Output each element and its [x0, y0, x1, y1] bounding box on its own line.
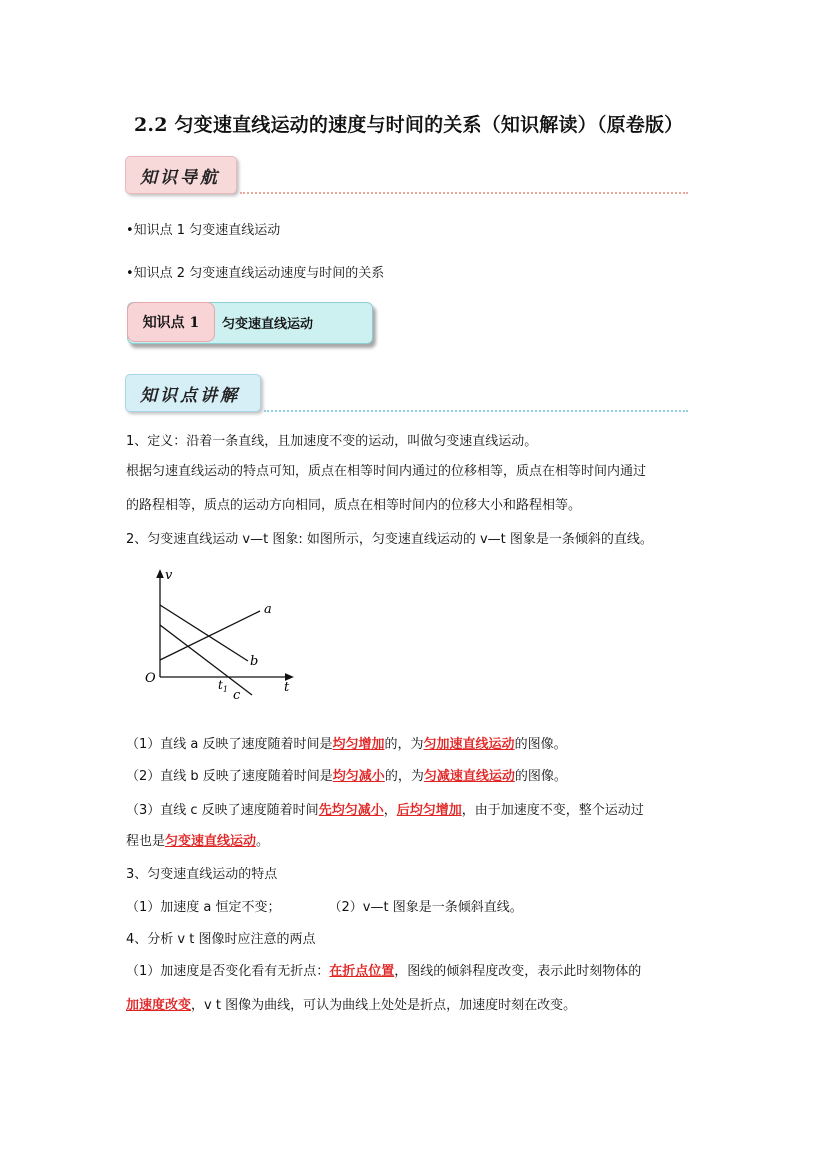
highlight-term: 后均匀增加	[396, 803, 462, 818]
line-c-explanation-1: （3）直线 c 反映了速度随着时间先均匀减小，后均匀增加，由于加速度不变，整个运动过	[126, 803, 644, 818]
explain-banner: 知识点讲解	[125, 374, 261, 412]
line-c	[160, 625, 252, 695]
highlight-term: 在折点位置	[329, 964, 395, 979]
label-b: b	[250, 654, 259, 669]
knowledge-point-tag: 知识点 1	[127, 302, 215, 342]
highlight-term: 先均匀减小	[318, 803, 384, 818]
section3-items: （1）加速度 a 恒定不变； （2）v—t 图象是一条倾斜直线。	[126, 900, 523, 915]
nav-item-1: •知识点 1 匀变速直线运动	[126, 223, 281, 238]
label-a: a	[264, 602, 272, 617]
line-c-explanation-2: 程也是匀变速直线运动。	[126, 834, 270, 849]
highlight-term: 匀加速直线运动	[423, 737, 515, 752]
highlight-term: 加速度改变	[126, 998, 192, 1013]
highlight-term: 均匀增加	[332, 737, 385, 752]
highlight-term: 均匀减小	[332, 769, 385, 784]
label-v: v	[165, 568, 173, 583]
nav-divider	[240, 192, 688, 194]
nav-item-2: •知识点 2 匀变速直线运动速度与时间的关系	[126, 266, 385, 281]
highlight-term: 匀变速直线运动	[165, 834, 257, 849]
line-a	[160, 611, 260, 660]
label-origin: O	[145, 671, 156, 686]
definition-text: 1、定义：沿着一条直线，且加速度不变的运动，叫做匀变速直线运动。	[126, 434, 538, 449]
section4-point1-line1: （1）加速度是否变化看有无折点：在折点位置，图线的倾斜程度改变，表示此时刻物体的	[126, 964, 642, 979]
line-a-explanation: （1）直线 a 反映了速度随着时间是均匀增加的，为匀加速直线运动的图像。	[126, 737, 567, 752]
highlight-term: 匀减速直线运动	[423, 769, 515, 784]
feature-text-line2: 的路程相等，质点的运动方向相同，质点在相等时间内的位移大小和路程相等。	[126, 498, 582, 513]
line-b-explanation: （2）直线 b 反映了速度随着时间是均匀减小的，为匀减速直线运动的图像。	[126, 769, 567, 784]
line-b	[160, 605, 248, 661]
label-c: c	[233, 688, 241, 703]
vt-graph	[140, 565, 300, 705]
vt-intro-text: 2、匀变速直线运动 v—t 图象: 如图所示，匀变速直线运动的 v—t 图象是一条倾斜的直线。	[126, 532, 653, 547]
section4-point1-line2: 加速度改变，v t 图像为曲线，可认为曲线上处处是折点，加速度时刻在改变。	[126, 998, 577, 1013]
explain-divider	[264, 410, 688, 412]
page-title: 2.2 匀变速直线运动的速度与时间的关系（知识解读）（原卷版）	[134, 114, 684, 136]
section3-heading: 3、匀变速直线运动的特点	[126, 867, 278, 882]
nav-banner: 知识导航	[125, 156, 237, 194]
feature-text-line1: 根据匀速直线运动的特点可知，质点在相等时间内通过的位移相等，质点在相等时间内通过	[126, 464, 647, 479]
knowledge-point-title: 匀变速直线运动	[222, 317, 314, 332]
section4-heading: 4、分析 v t 图像时应注意的两点	[126, 932, 316, 947]
label-t: t	[284, 680, 290, 695]
label-t1: $t_1$	[218, 678, 228, 694]
